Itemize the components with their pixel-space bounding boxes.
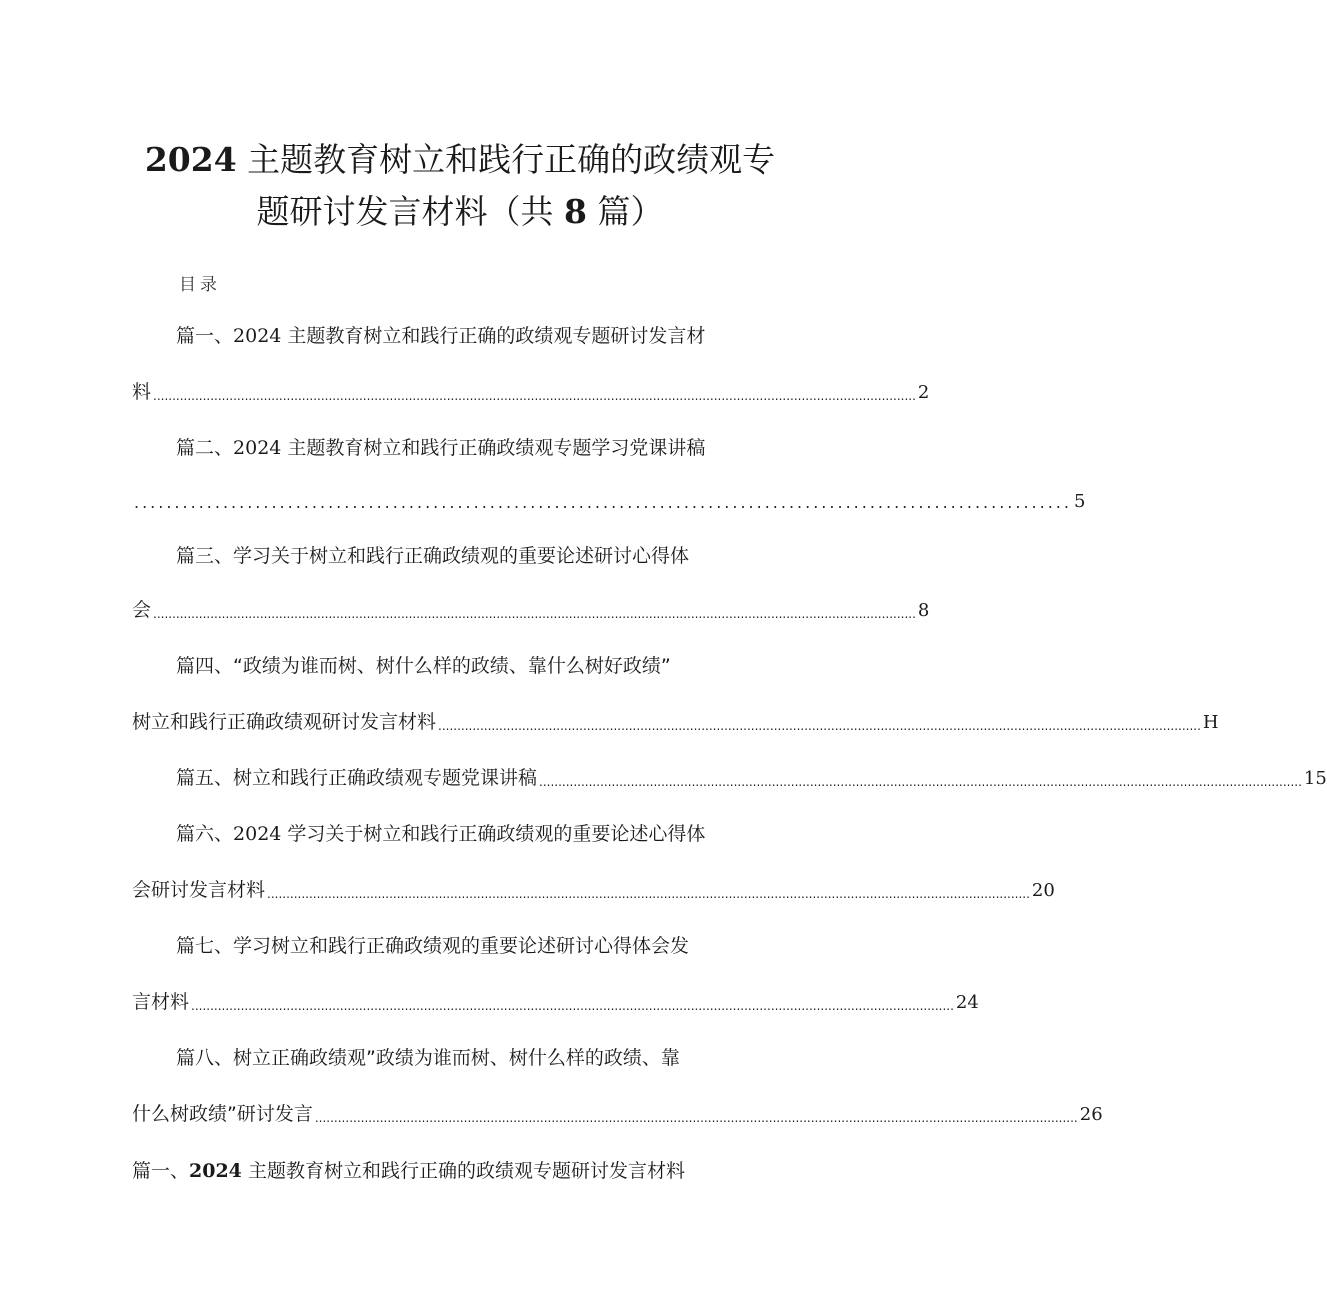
toc-item-7-line-1[interactable] bbox=[176, 934, 689, 958]
section-heading bbox=[132, 1158, 685, 1184]
toc-item-3-line-2[interactable] bbox=[132, 598, 930, 623]
toc-item-7-text-cont: 言材料 bbox=[132, 991, 190, 1013]
toc-item-2-page: 5 bbox=[1073, 491, 1086, 512]
title-text-2b: 篇） bbox=[597, 192, 664, 231]
title-year: 2024 bbox=[144, 140, 237, 179]
toc-item-4-text-cont: 树立和践行正确政绩观研讨发言材料 bbox=[132, 711, 437, 733]
title-text-1: 主题教育树立和践行正确的政绩观专 bbox=[247, 140, 776, 179]
title-count: 8 bbox=[564, 192, 587, 231]
toc-leader-dots: ........................................................................................................................................................................................................ bbox=[153, 607, 916, 621]
toc-item-6-text: 学习关于树立和践行正确政绩观的重要论述心得体 bbox=[287, 823, 706, 845]
toc-leader-dots: ........................................................................................................................................................................................................ bbox=[267, 887, 1030, 901]
toc-item-6-line-1[interactable] bbox=[176, 822, 705, 846]
toc-item-7-text: 学习树立和践行正确政绩观的重要论述研讨心得体会发 bbox=[233, 935, 690, 957]
section-heading-text: 主题教育树立和践行正确的政绩观专题研讨发言材料 bbox=[247, 1160, 685, 1182]
toc-item-1-text-cont: 料 bbox=[132, 381, 152, 403]
toc-leader-dots: ........................................................................................................................................................................................................ bbox=[438, 719, 1201, 733]
document-title-line-1 bbox=[100, 134, 820, 186]
toc-item-1-line-1[interactable] bbox=[176, 324, 705, 348]
toc-item-7-line-2[interactable] bbox=[132, 990, 979, 1015]
title-text-2a: 题研讨发言材料（共 bbox=[256, 192, 554, 231]
toc-item-2-text: 主题教育树立和践行正确政绩观专题学习党课讲稿 bbox=[287, 437, 706, 459]
toc-item-8-line-2[interactable] bbox=[132, 1102, 1103, 1127]
toc-leader-dots: .................................................................................................................... bbox=[134, 493, 1072, 512]
toc-item-6-text-cont: 会研讨发言材料 bbox=[132, 879, 266, 901]
toc-item-1-text: 主题教育树立和践行正确的政绩观专题研讨发言材 bbox=[287, 325, 706, 347]
toc-item-5-prefix: 篇五、 bbox=[176, 767, 234, 789]
toc-item-7-page: 24 bbox=[955, 992, 979, 1013]
toc-item-6-year: 2024 bbox=[233, 823, 282, 845]
toc-item-2-prefix: 篇二、 bbox=[176, 437, 234, 459]
toc-item-5[interactable] bbox=[176, 766, 1327, 791]
toc-item-8-page: 26 bbox=[1079, 1104, 1103, 1125]
toc-leader-dots: ........................................................................................................................................................................................................ bbox=[191, 999, 954, 1013]
toc-item-7-prefix: 篇七、 bbox=[176, 935, 234, 957]
toc-item-6-line-2[interactable] bbox=[132, 878, 1055, 903]
section-heading-prefix: 篇一、 bbox=[132, 1160, 190, 1182]
toc-item-2-year: 2024 bbox=[233, 437, 282, 459]
toc-item-4-prefix: 篇四、 bbox=[176, 655, 234, 677]
toc-item-8-prefix: 篇八、 bbox=[176, 1047, 234, 1069]
toc-item-1-line-2[interactable] bbox=[132, 380, 930, 405]
toc-leader-dots: ........................................................................................................................................................................................................ bbox=[314, 1111, 1078, 1125]
toc-item-6-page: 20 bbox=[1031, 880, 1055, 901]
section-heading-year: 2024 bbox=[189, 1160, 242, 1182]
toc-item-8-line-1[interactable] bbox=[176, 1046, 680, 1070]
toc-item-4-text: “政绩为谁而树、树什么样的政绩、靠什么树好政绩” bbox=[233, 655, 671, 677]
toc-item-4-line-2[interactable] bbox=[132, 710, 1219, 735]
toc-label: 目录 bbox=[179, 275, 221, 295]
toc-item-1-page: 2 bbox=[917, 382, 930, 403]
toc-item-2-line-2[interactable] bbox=[132, 490, 1086, 514]
toc-leader-dots: ........................................................................................................................................................................................................ bbox=[539, 775, 1302, 789]
toc-item-3-page: 8 bbox=[917, 600, 930, 621]
toc-item-1-prefix: 篇一、 bbox=[176, 325, 234, 347]
toc-item-3-line-1[interactable] bbox=[176, 544, 689, 568]
toc-item-3-prefix: 篇三、 bbox=[176, 545, 234, 567]
toc-item-8-text: 树立正确政绩观”政绩为谁而树、树什么样的政绩、靠 bbox=[233, 1047, 680, 1069]
toc-item-6-prefix: 篇六、 bbox=[176, 823, 234, 845]
toc-item-3-text-cont: 会 bbox=[132, 599, 152, 621]
toc-leader-dots: ........................................................................................................................................................................................................ bbox=[153, 389, 916, 403]
toc-item-2-line-1[interactable] bbox=[176, 436, 705, 460]
toc-item-1-year: 2024 bbox=[233, 325, 282, 347]
toc-item-4-page: H bbox=[1202, 712, 1219, 733]
toc-item-8-text-cont: 什么树政绩”研讨发言 bbox=[132, 1103, 313, 1125]
toc-item-5-page: 15 bbox=[1303, 768, 1327, 789]
toc-item-5-text: 树立和践行正确政绩观专题党课讲稿 bbox=[233, 767, 538, 789]
document-title-line-2 bbox=[100, 186, 820, 238]
toc-item-4-line-1[interactable] bbox=[176, 654, 671, 678]
toc-item-3-text: 学习关于树立和践行正确政绩观的重要论述研讨心得体 bbox=[233, 545, 690, 567]
